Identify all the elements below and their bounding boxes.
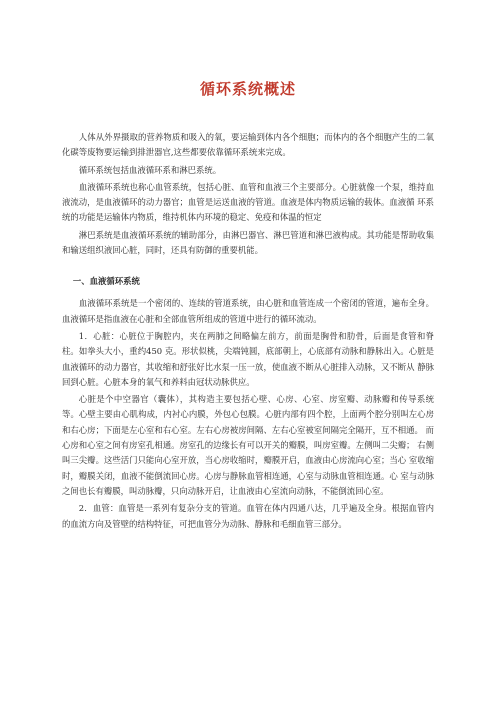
intro-paragraph: 淋巴系统是血液循环系统的辅助部分，由淋巴器官、淋巴管道和淋巴液构成。其功能是帮助收集和输送组织液回心脏，同时，还具有防御的重要机能。 — [62, 229, 434, 256]
intro-paragraph: 血液循环系统也称心血管系统，包括心脏、血管和血液三个主要部分。心脏就像一个泵，维持血液流动，是血液循环的动力器官；血管是运送血液的管道。血液是体内物质运输的载体。血液循 环系统的功能是运输体内物质，维持机体内环境的稳定、免疫和体温的恒定 — [62, 181, 434, 223]
intro-paragraph: 人体从外界摄取的营养物质和吸入的氧，要运输到体内各个细胞；而体内的各个细胞产生的二氧化碳等废物要运输到排泄器官,这些都要依靠循环系统来完成。 — [62, 132, 434, 158]
section-paragraph: 心脏是个中空器官（囊体），其构造主要包括心壁、心房、心室、房室瓣、动脉瓣和传导系统等。心壁主要由心肌构成，内衬心内膜，外包心包膜。心脏内部有四个腔，上面两个腔分别叫左心房和右心房；下面是左心室和右心室。左右心房被房间隔、左右心室被室间隔完全隔开，互不相通。 而心房和心室之间有房室孔相通。房室孔的边缘长有可以开关的瓣膜，叫房室瓣。左侧叫二尖瓣； 右侧叫三尖瓣。这些活门只能向心室开放，当心房收缩时，瓣膜开启，血液由心房流向心室；当心 室收缩时，瓣膜关闭，血液不能倒流回心房。心房与静脉血管相连通，心室与动脉血管相连通。心 室与动脉之间也长有瓣膜，叫动脉瓣，只向动脉开启，让血液由心室流向动脉，不能倒流回心室。 — [62, 394, 434, 496]
section-paragraph: 2．血管：血管是一系列有复杂分支的管道。血管在体内四通八达，几乎遍及全身。根据血管内的血流方向及管壁的结构特征，可把血管分为动脉、静脉和毛细血管三部分。 — [62, 503, 434, 529]
document-body — [62, 130, 434, 532]
section-heading: 一、血液循环系统 — [72, 276, 140, 287]
intro-paragraph: 循环系统包括血液循环系和淋巴系统。 — [78, 164, 222, 175]
document-title: 循环系统概述 — [199, 80, 296, 98]
section-paragraph: 1．心脏：心脏位于胸腔内，夹在两肺之间略偏左前方，前面是胸骨和肋骨，后面是食管和脊柱。如拳头大小，重约450 克。形状似桃，尖端钝圆，底部朝上，心底部有动脉和静脉出入。心脏是血液循环的动力器官，其收缩和舒张好比水泵一压一放，使血液不断从心脏排入动脉，又不断从 静脉回到心脏。心脏本身的氧气和养料由冠状动脉供应。 — [62, 330, 434, 387]
section-paragraph: 血液循环系统是一个密闭的、连续的管道系统，由心脏和血管连成一个密闭的管道，遍布全身。血液循环是指血液在心脏和全部血管所组成的管道中进行的循环流动。 — [62, 298, 434, 324]
